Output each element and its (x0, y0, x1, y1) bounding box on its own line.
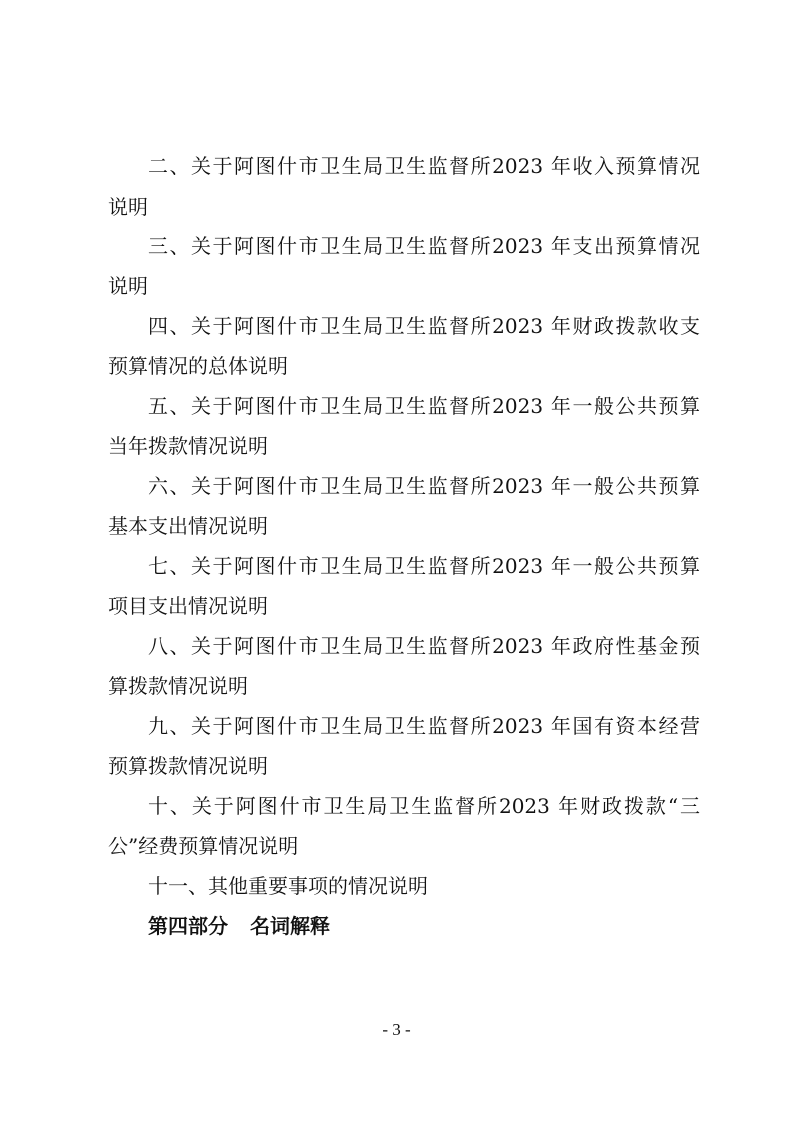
item-3-line-2: 说明 (108, 274, 148, 298)
section-part-label: 第四部分 (148, 914, 228, 938)
item-11: 十一、其他重要事项的情况说明 (148, 874, 428, 898)
item-4-line-1: 四、关于阿图什市卫生局卫生监督所2023 年财政拨款收支 (148, 314, 700, 338)
item-8-line-1: 八、关于阿图什市卫生局卫生监督所2023 年政府性基金预 (148, 634, 700, 658)
section-title: 名词解释 (250, 914, 330, 938)
item-5-line-1: 五、关于阿图什市卫生局卫生监督所2023 年一般公共预算 (148, 394, 700, 418)
item-10-line-2: 公”经费预算情况说明 (108, 834, 299, 858)
item-10-line-1: 十、关于阿图什市卫生局卫生监督所2023 年财政拨款“三 (148, 794, 700, 818)
item-3-line-1: 三、关于阿图什市卫生局卫生监督所2023 年支出预算情况 (148, 234, 700, 258)
item-9-line-2: 预算拨款情况说明 (108, 754, 268, 778)
item-2-line-1: 二、关于阿图什市卫生局卫生监督所2023 年收入预算情况 (148, 154, 700, 178)
item-9-line-1: 九、关于阿图什市卫生局卫生监督所2023 年国有资本经营 (148, 714, 700, 738)
item-8-line-2: 算拨款情况说明 (108, 674, 248, 698)
item-6-line-2: 基本支出情况说明 (108, 514, 268, 538)
page-number: - 3 - (382, 1020, 411, 1039)
item-4-line-2: 预算情况的总体说明 (108, 354, 288, 378)
item-5-line-2: 当年拨款情况说明 (108, 434, 268, 458)
item-7-line-2: 项目支出情况说明 (108, 594, 268, 618)
section-heading (148, 912, 330, 940)
item-6-line-1: 六、关于阿图什市卫生局卫生监督所2023 年一般公共预算 (148, 474, 700, 498)
item-2-line-2: 说明 (108, 195, 148, 219)
item-7-line-1: 七、关于阿图什市卫生局卫生监督所2023 年一般公共预算 (148, 554, 700, 578)
